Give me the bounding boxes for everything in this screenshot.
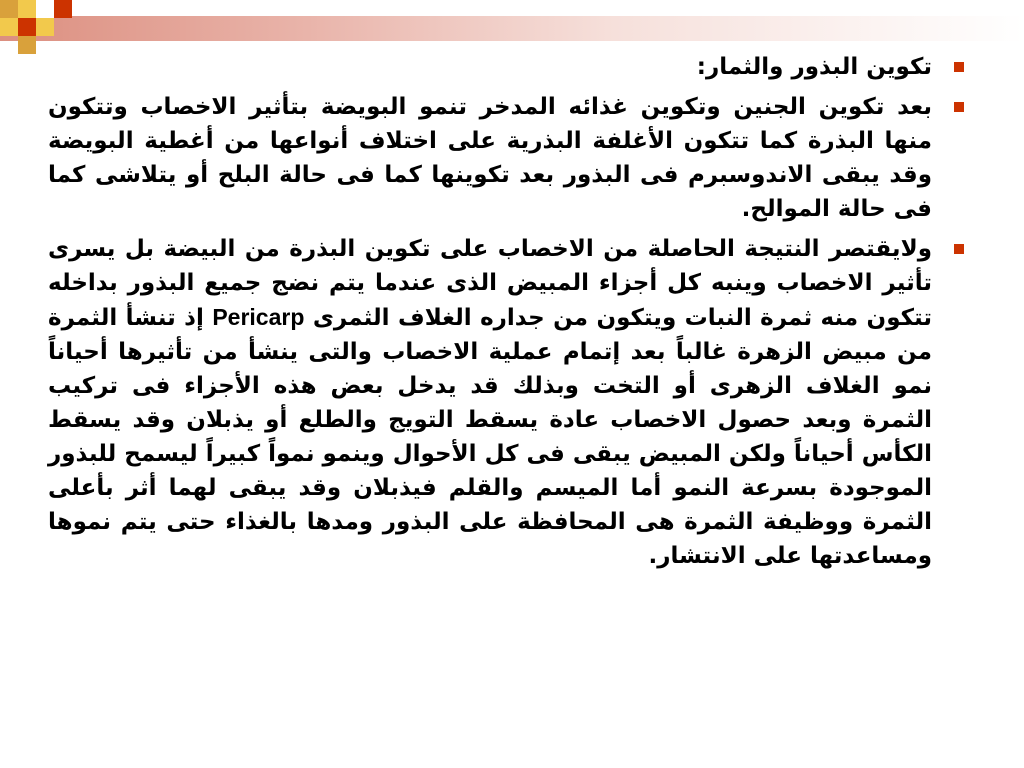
decor-square xyxy=(54,0,72,18)
latin-term: Pericarp xyxy=(212,304,305,330)
square-bullet-icon xyxy=(954,244,964,254)
bullet-item xyxy=(48,50,968,84)
decor-square xyxy=(36,0,54,18)
bullet-text: بعد تكوين الجنين وتكوين غذائه المدخر تنمو البويضة بتأثير الاخصاب وتتكون منها البذرة كما تتكون الأغلفة البذرية على اختلاف أنواعها من أغطية البويضة وقد يبقى الاندوسبرم فى البذور بعد تكوينها كما فى حالة البلح أو يتلاشى كما فى حالة الموالح. xyxy=(48,94,932,222)
decor-square xyxy=(18,0,36,18)
decor-square xyxy=(18,36,36,54)
bullet-text: تكوين البذور والثمار: xyxy=(696,54,932,80)
header-gradient-band xyxy=(0,16,1024,41)
bullet-text: إذ تنشأ الثمرة من مبيض الزهرة غالباً بعد إتمام عملية الاخصاب والتى ينشأ من تأثيرها أحياناً نمو الغلاف الزهرى أو التخت وبذلك قد يدخل بعض هذه الأجزاء فى تركيب الثمرة وبعد حصول الاخصاب عادة يسقط التويج والطلع أو يذبلان وقد يسقط الكأس أحياناً ولكن المبيض يبقى فى كل الأحوال وينمو نمواً كبيراً ليسمح للبذور الموجودة بسرعة النمو أما الميسم والقلم فيذبلان وقد يبقى لهما أثر بأعلى الثمرة ووظيفة الثمرة هى المحافظة على البذور ومدها بالغذاء حتى يتم نموها ومساعدتها على الانتشار. xyxy=(48,305,932,569)
slide-body xyxy=(48,50,968,579)
decor-square xyxy=(0,18,18,36)
decor-square xyxy=(36,18,54,36)
square-bullet-icon xyxy=(954,62,964,72)
decor-square xyxy=(0,0,18,18)
bullet-text: ولايقتصر النتيجة الحاصلة من الاخصاب على تكوين البذرة من البيضة بل يسرى تأثير الاخصاب وينبه كل أجزاء المبيض الذى عندما يتم نضج جميع البذور بداخله تتكون منه ثمرة النبات ويتكون من جداره الغلاف الثمرى xyxy=(48,236,933,331)
square-bullet-icon xyxy=(954,102,964,112)
bullet-item xyxy=(48,232,968,573)
bullet-item xyxy=(48,90,968,226)
decor-square xyxy=(18,18,36,36)
